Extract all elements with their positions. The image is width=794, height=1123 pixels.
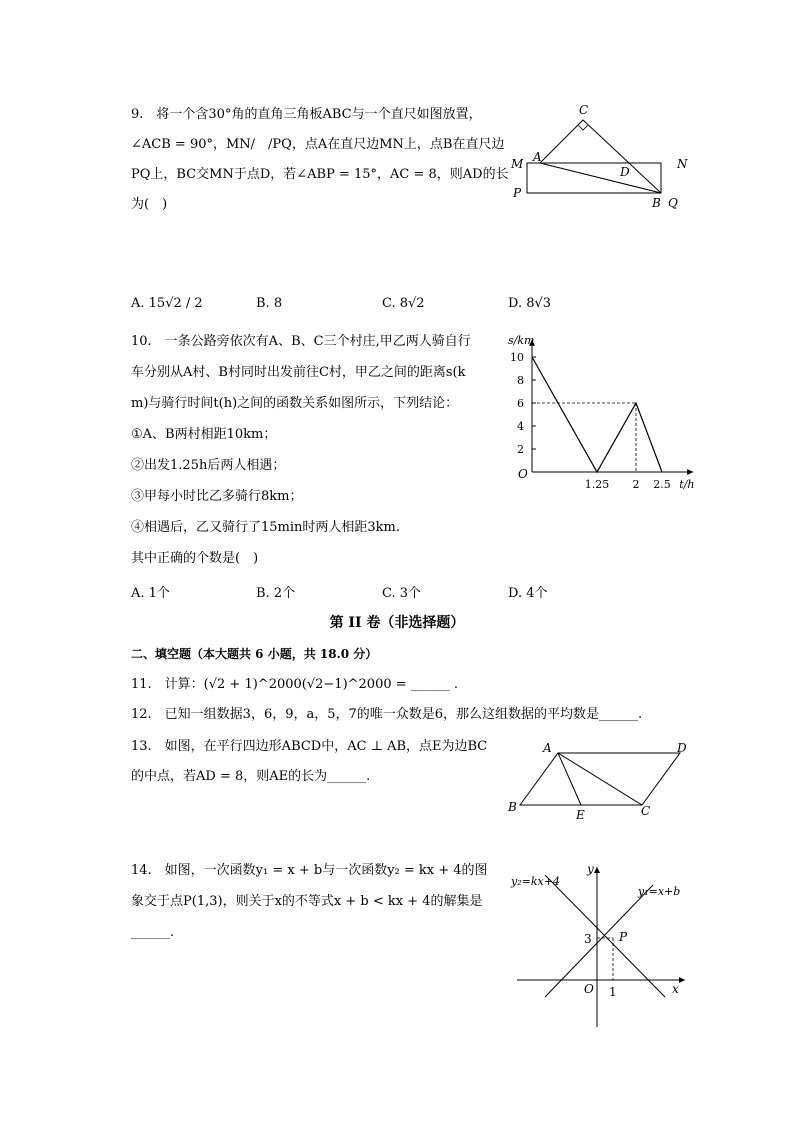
q9-label-q: Q bbox=[668, 196, 678, 210]
q9-option-c[interactable]: C. 8√2 bbox=[382, 296, 425, 311]
q13-label-d: D bbox=[677, 741, 687, 755]
q13-figure bbox=[505, 735, 705, 825]
y-tick-label: 6 bbox=[517, 397, 524, 410]
q9-label-a: A bbox=[533, 150, 542, 164]
q10-statement-4: ④相遇后，乙又骑行了15min时两人相距3km. bbox=[131, 520, 401, 535]
q13-label-a: A bbox=[543, 741, 552, 755]
q10-option-a[interactable]: A. 1个 bbox=[131, 586, 170, 601]
q13-line-2: 的中点，若AD = 8，则AE的长为______. bbox=[131, 769, 371, 784]
q10-statement-3: ③甲每小时比乙多骑行8km； bbox=[131, 489, 303, 504]
q9-option-a[interactable]: A. 15√2 / 2 bbox=[131, 296, 203, 311]
q9-label-d: D bbox=[620, 165, 630, 179]
q9-label-p: P bbox=[513, 186, 522, 200]
q10-chart bbox=[500, 330, 700, 495]
q9-option-d[interactable]: D. 8√3 bbox=[508, 296, 552, 311]
q9-line-2: ∠ACB = 90°，MN/ /PQ，点A在直尺边MN上，点B在直尺边 bbox=[131, 137, 505, 152]
q9-option-b[interactable]: B. 8 bbox=[256, 296, 283, 311]
q14-label-one: 1 bbox=[609, 985, 617, 999]
y-tick-label: 2 bbox=[517, 443, 524, 456]
q9-label-m: M bbox=[511, 157, 524, 171]
section-heading: 二、填空题（本大题共 6 小题，共 18.0 分） bbox=[131, 647, 378, 661]
q12-text: 12. 已知一组数据3，6，9，a，5，7的唯一众数是6，那么这组数据的平均数是______. bbox=[131, 707, 643, 722]
q9-label-n: N bbox=[677, 157, 688, 171]
q14-line-1: 14. 如图，一次函数y₁ = x + b与一次函数y₂ = kx + 4的图 bbox=[131, 863, 488, 878]
q14-line-2: 象交于点P(1,3)，则关于x的不等式x + b < kx + 4的解集是 bbox=[131, 894, 483, 909]
q10-statement-1: ①A、B两村相距10km； bbox=[131, 427, 277, 442]
q13-line-1: 13. 如图，在平行四边形ABCD中，AC ⊥ AB，点E为边BC bbox=[131, 739, 488, 754]
q10-statement-2: ②出发1.25h后两人相遇； bbox=[131, 458, 286, 473]
q10-prompt: 其中正确的个数是( ) bbox=[131, 551, 259, 566]
origin-label: O bbox=[518, 467, 528, 481]
q14-label-y: y bbox=[587, 862, 594, 876]
q13-label-e: E bbox=[576, 808, 585, 822]
series-line bbox=[532, 357, 662, 472]
q10-option-c[interactable]: C. 3个 bbox=[382, 586, 422, 601]
q14-label-p: P bbox=[619, 930, 628, 944]
q10-option-b[interactable]: B. 2个 bbox=[256, 586, 296, 601]
x-axis-label: t/h bbox=[679, 478, 695, 491]
q14-label-y1: y₁=x+b bbox=[638, 885, 681, 898]
q10-line-2: 车分别从A村、B村同时出发前往C村，甲乙之间的距离s(k bbox=[131, 365, 466, 380]
q14-figure bbox=[505, 855, 705, 1035]
q14-line-3: ______. bbox=[131, 925, 175, 940]
x-tick-label: 2.5 bbox=[653, 478, 671, 491]
y-axis-label: s/km bbox=[508, 333, 535, 347]
q13-label-b: B bbox=[508, 800, 517, 814]
q13-label-c: C bbox=[641, 804, 651, 818]
q10-line-1: 10. 一条公路旁依次有A、B、C三个村庄,甲乙两人骑自行 bbox=[131, 334, 471, 349]
q9-figure bbox=[505, 95, 705, 215]
q10-line-3: m)与骑行时间t(h)之间的函数关系如图所示，下列结论： bbox=[131, 396, 459, 411]
q9-line-1: 9. 将一个含30°角的直角三角板ABC与一个直尺如图放置， bbox=[131, 107, 482, 122]
y-tick-label: 8 bbox=[517, 374, 524, 387]
x-tick-label: 1.25 bbox=[584, 478, 610, 491]
q9-label-c: C bbox=[579, 103, 589, 117]
q9-line-3: PQ上，BC交MN于点D，若∠ABP = 15°，AC = 8，则AD的长 bbox=[131, 167, 509, 182]
x-tick-label: 2 bbox=[632, 478, 640, 491]
section-title: 第 II 卷（非选择题） bbox=[329, 615, 465, 631]
q14-label-y2: y₂=kx+4 bbox=[511, 875, 560, 888]
q14-label-o: O bbox=[584, 982, 594, 996]
q10-option-d[interactable]: D. 4个 bbox=[508, 586, 548, 601]
q11-text: 11. 计算：(√2 + 1)^2000(√2−1)^2000 = ______ . bbox=[131, 677, 459, 692]
q14-label-three: 3 bbox=[584, 932, 592, 946]
q9-label-b: B bbox=[652, 196, 661, 210]
y-tick-label: 4 bbox=[517, 420, 524, 433]
q9-line-4: 为( ) bbox=[131, 197, 168, 212]
q14-label-x: x bbox=[672, 982, 679, 996]
y-tick-label: 10 bbox=[510, 351, 524, 364]
